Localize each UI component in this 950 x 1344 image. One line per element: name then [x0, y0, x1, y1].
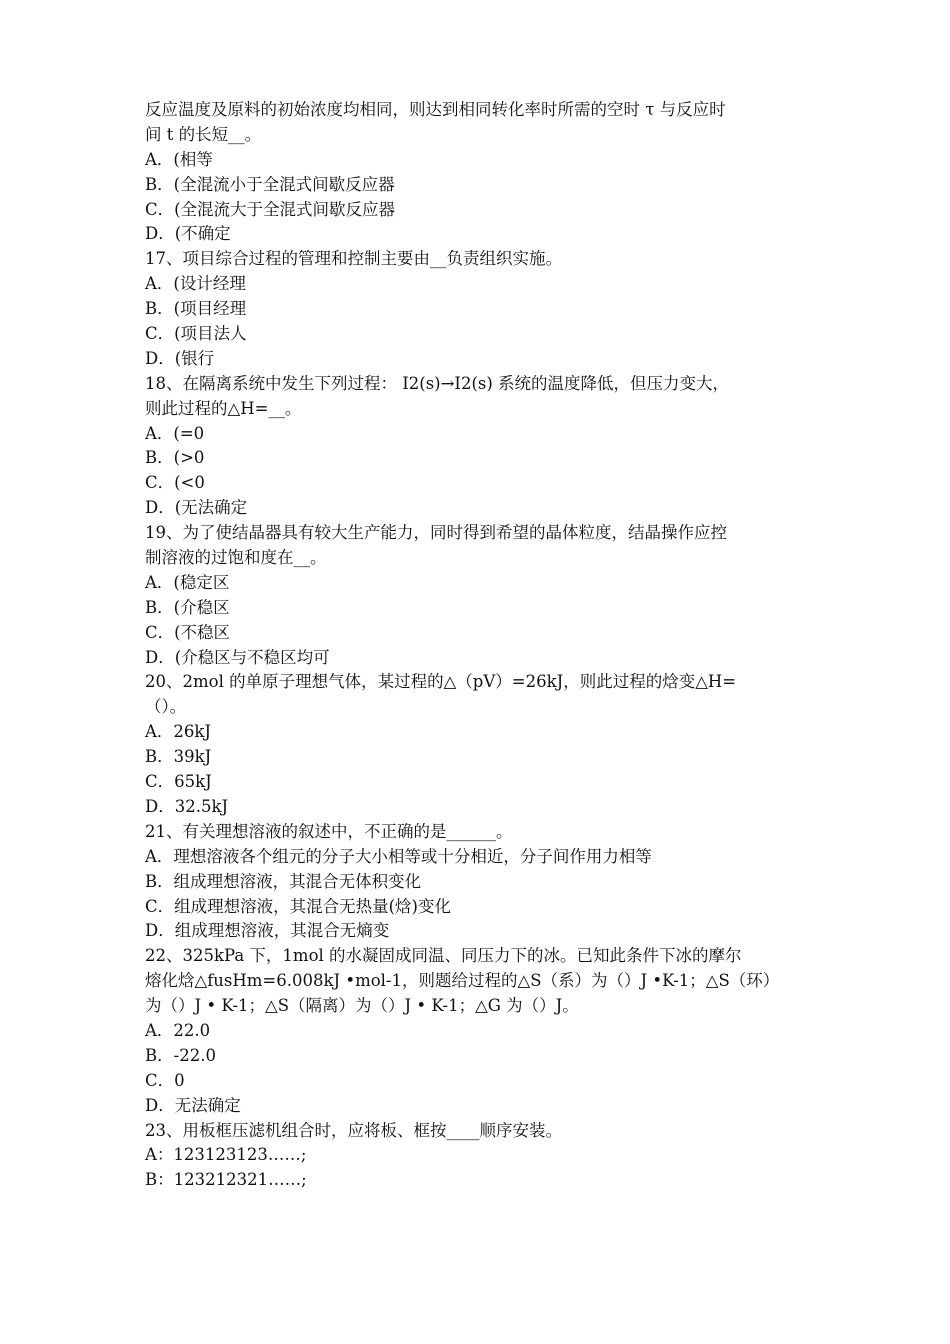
question-line: 21、有关理想溶液的叙述中，不正确的是______。 [145, 821, 513, 841]
option-line: B．组成理想溶液，其混合无体积变化 [145, 871, 422, 891]
question-line: 熔化焓△fusHm=6.008kJ •mol-1，则题给过程的△S（系）为（）J •K-1；△S（环） [145, 971, 780, 991]
option-line: A．(=0 [145, 423, 205, 443]
option-line: B．(>0 [145, 448, 205, 468]
question-line: 19、为了使结晶器具有较大生产能力，同时得到希望的晶体粒度，结晶操作应控 [145, 523, 727, 543]
option-line: D．(无法确定 [145, 498, 248, 518]
option-line: C．(不稳区 [145, 622, 231, 642]
question-line: 22、325kPa 下，1mol 的水凝固成同温、同压力下的冰。已知此条件下冰的摩尔 [145, 946, 742, 966]
option-line: A．理想溶液各个组元的分子大小相等或十分相近，分子间作用力相等 [145, 846, 652, 866]
text-line: 间 t 的长短__。 [145, 124, 262, 144]
option-line: B．(介稳区 [145, 597, 230, 617]
option-line: B．(全混流小于全混式间歇反应器 [145, 174, 395, 194]
question-line: 18、在隔离系统中发生下列过程： I2(s)→I2(s) 系统的温度降低，但压力变大， [145, 373, 730, 393]
option-line: D．(介稳区与不稳区均可 [145, 647, 330, 667]
question-line: 则此过程的△H=__。 [145, 398, 302, 418]
option-line: D．组成理想溶液，其混合无熵变 [145, 921, 390, 941]
question-line: 20、2mol 的单原子理想气体，某过程的△（pV）=26kJ，则此过程的焓变△H= [145, 672, 737, 692]
option-line: C．(<0 [145, 473, 205, 493]
option-line: D．无法确定 [145, 1095, 241, 1115]
question-line: 为（）J • K-1；△S（隔离）为（）J • K-1；△G 为（）J。 [145, 996, 579, 1016]
option-line: A．(设计经理 [145, 274, 246, 294]
text-line: 反应温度及原料的初始浓度均相同，则达到相同转化率时所需的空时 τ 与反应时 [145, 100, 726, 119]
option-line: B．(项目经理 [145, 299, 247, 319]
option-line: C．(全混流大于全混式间歇反应器 [145, 199, 396, 219]
option-line: A．22.0 [145, 1020, 211, 1040]
option-line: A．(相等 [145, 149, 213, 169]
option-line: C．65kJ [145, 772, 212, 792]
option-line: A：123123123……; [145, 1145, 307, 1165]
option-line: C．0 [145, 1070, 185, 1090]
option-line: B．-22.0 [145, 1045, 216, 1065]
option-line: B：123212321……; [145, 1170, 307, 1190]
question-line: 制溶液的过饱和度在__。 [145, 548, 327, 568]
question-line: 17、项目综合过程的管理和控制主要由__负责组织实施。 [145, 249, 562, 269]
option-line: B．39kJ [145, 747, 212, 767]
option-line: D．32.5kJ [145, 796, 229, 816]
question-text-block [145, 98, 810, 1193]
option-line: A．(稳定区 [145, 572, 230, 592]
question-line: （）。 [145, 697, 187, 717]
question-line: 23、用板框压滤机组合时，应将板、框按____顺序安装。 [145, 1120, 562, 1140]
option-line: D．(不确定 [145, 224, 231, 244]
option-line: D．(银行 [145, 348, 215, 368]
option-line: C．组成理想溶液，其混合无热量(焓)变化 [145, 896, 451, 916]
option-line: A．26kJ [145, 722, 212, 742]
option-line: C．(项目法人 [145, 324, 247, 344]
